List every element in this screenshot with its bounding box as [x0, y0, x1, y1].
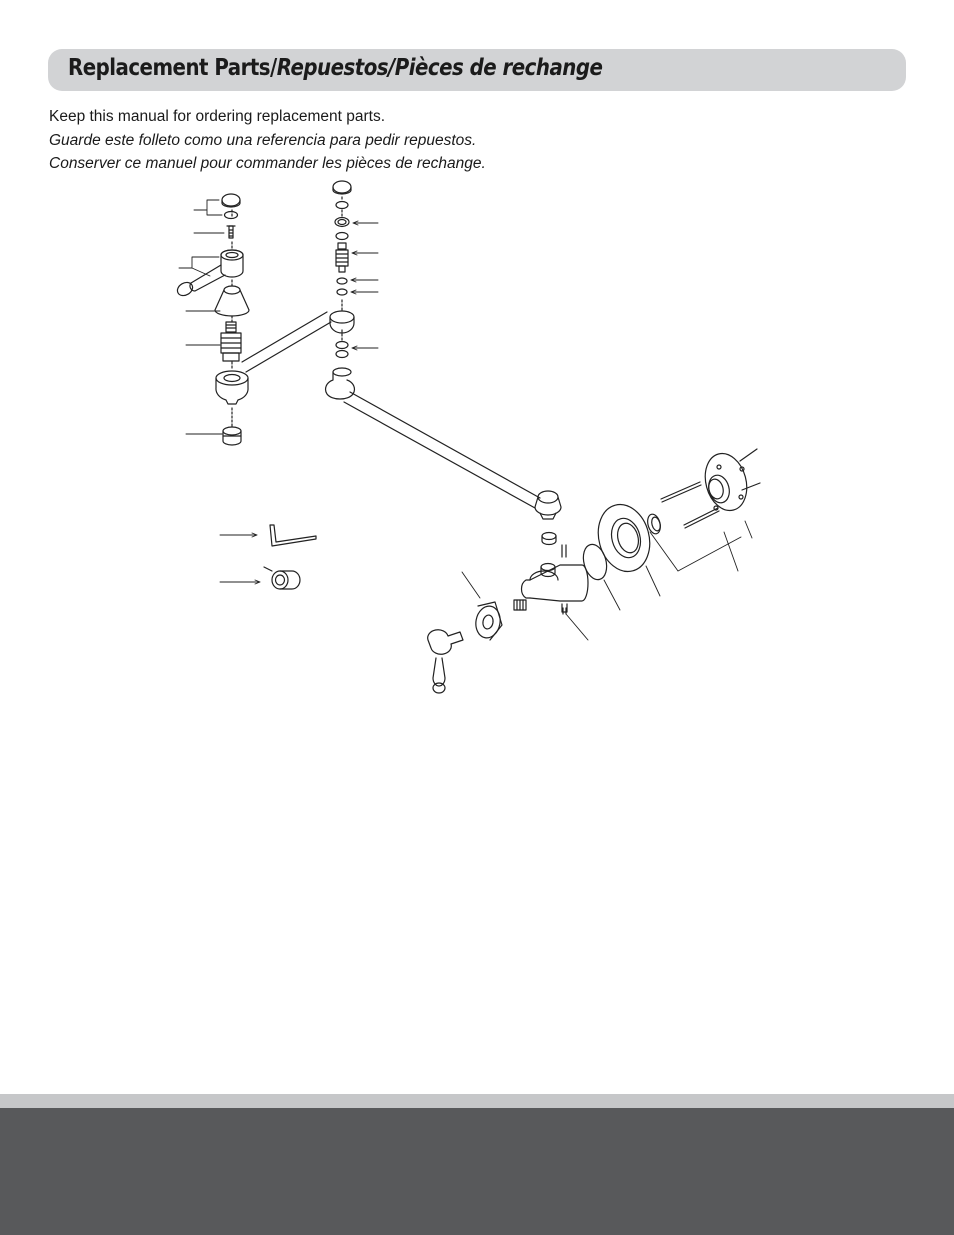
- intro-line-spanish: Guarde este folleto como una referencia para pedir repuestos.: [49, 131, 477, 149]
- footer-band-dark: [0, 1108, 954, 1235]
- title-english: Replacement Parts/: [68, 55, 277, 81]
- title-french: Pièces de rechange: [394, 55, 603, 81]
- valve-body-assembly: [428, 449, 760, 693]
- intro-line-english: Keep this manual for ordering replacement parts.: [49, 108, 386, 125]
- swing-arm-upper: [242, 312, 331, 372]
- left-valve-stack: [175, 194, 249, 445]
- intro-line-french: Conserver ce manuel pour commander les pièces de rechange.: [49, 155, 486, 172]
- tools: [264, 525, 316, 589]
- footer-band-light: [0, 1094, 954, 1108]
- callout-leaders: [179, 200, 752, 640]
- swing-arm-lower: [344, 392, 561, 545]
- title-spanish: Repuestos/: [276, 55, 395, 81]
- right-valve-stack: [326, 181, 355, 399]
